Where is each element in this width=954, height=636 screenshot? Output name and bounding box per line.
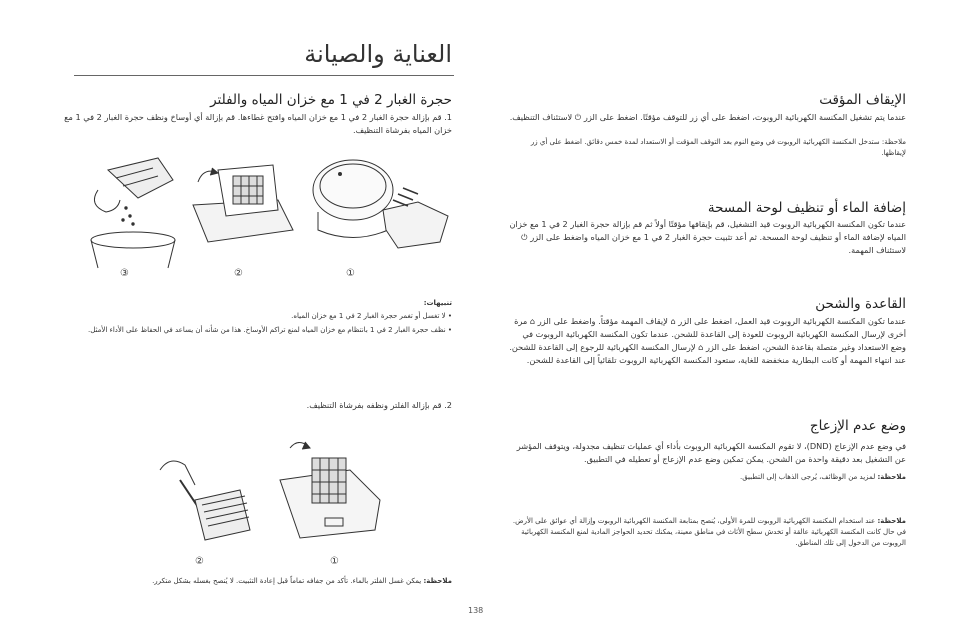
tip-2: • نظف حجرة الغبار 2 في 1 بانتظام مع خزان المياه لمنع تراكم الأوساخ. هذا من شأنه أن يساعد في الحفاظ على الأداء الأمثل. (87, 326, 452, 334)
water-text: عندما تكون المكنسة الكهربائية الروبوت قيد التشغيل، قم بإيقافها مؤقتًا أولاً ثم قم بإزالة حجرة الغبار 2 في 1 مع خزان المياه لإضافة الماء أو تنظيف لوحة المسحة. ثم أعد تثبيت حجرة الغبار 2 في 1 مع خزان المياه واضغط على الزر ⏻ لاستئناف المهمة. (509, 219, 906, 255)
first-use-note-label: ملاحظة: (877, 517, 906, 525)
page-number: 138 (468, 606, 484, 615)
water-heading: إضافة الماء أو تنظيف لوحة المسحة (707, 200, 906, 216)
figure-1-label-1: ① (346, 268, 355, 279)
tip-1: • لا تغسل أو تغمر حجرة الغبار 2 في 1 مع خزان المياه. (291, 312, 452, 320)
pause-heading: الإيقاف المؤقت (819, 92, 906, 108)
first-use-note (506, 516, 906, 549)
figure-1-label-2: ② (234, 268, 243, 279)
pause-text: عندما يتم تشغيل المكنسة الكهربائية الروبوت، اضغط على أي زر للتوقف مؤقتًا. اضغط على الزر ⏻ لاستئناف التنظيف. (509, 112, 906, 122)
title-divider (74, 75, 454, 76)
dock-text: عندما تكون المكنسة الكهربائية الروبوت قيد العمل، اضغط على الزر ⌂ لإيقاف المهمة مؤقتاً. واضغط على الزر ⌂ مرة أخرى لإرسال المكنسة الكهربائية الروبوت للعودة إلى القاعدة للشحن. عندما تكون المكنسة الكهربائية الروبوت في وضع الاستعداد وغير متصلة بقاعدة الشحن، اضغط على الزر ⌂ لإرسال المكنسة الكهربائية للرجوع إلى القاعدة للشحن. عند انتهاء المهمة أو كانت البطارية منخفضة للغاية، ستعود المكنسة الكهربائية الروبوت تلقائياً إلى القاعدة للشحن. (509, 316, 906, 365)
dnd-note (506, 472, 906, 483)
step-2-text: 2. قم بإزالة الفلتر ونظفه بفرشاة التنظيف. (306, 400, 452, 410)
first-use-note-text: عند استخدام المكنسة الكهربائية الروبوت للمرة الأولى، يُنصح بمتابعة المكنسة الكهربائية الروبوت وإزالة أي عوائق على الأرض. في حال كانت المكنسة الكهربائية عالقة أو تخدش سطح الأثاث في مناطق معينة، يمكنك تحديد الحواجز المادية لمنع المكنسة الكهربائية الروبوت من الدخول إلى تلك المناطق. (512, 517, 906, 547)
filter-note (52, 576, 452, 587)
page-title: العناية والصيانة (304, 40, 452, 68)
dock-heading: القاعدة والشحن (815, 296, 906, 312)
tips-title: تنبيهات: (423, 299, 452, 307)
dnd-note-text: لمزيد من الوظائف، يُرجى الذهاب إلى التطبيق. (739, 473, 878, 481)
dnd-note-label: ملاحظة: (877, 473, 906, 481)
figure-2-label-1: ① (330, 556, 339, 567)
filter-cleaning-illustration (140, 440, 400, 545)
dnd-heading: وضع عدم الإزعاج (809, 418, 906, 434)
dust-bin-cleaning-illustration (78, 150, 458, 270)
filter-note-label: ملاحظة: (423, 577, 452, 585)
figure-2-label-2: ② (195, 556, 204, 567)
step-1-text: 1. قم بإزالة حجرة الغبار 2 في 1 مع خزان المياه وافتح غطاءها. قم بإزالة أي أوساخ ونظف حجرة الغبار 2 في 1 مع خزان المياه بفرشاة التنظيف. (64, 112, 452, 135)
filter-note-text: يمكن غسل الفلتر بالماء. تأكد من جفافه تماماً قبل إعادة التثبيت. لا يُنصح بغسله بشكل متكرر. (152, 577, 424, 585)
dust-bin-heading: حجرة الغبار 2 في 1 مع خزان المياه والفلتر (210, 92, 452, 108)
pause-note: ملاحظة: ستدخل المكنسة الكهربائية الروبوت في وضع النوم بعد التوقف المؤقت أو الاستعداد لمدة خمس دقائق. اضغط على أي زر لإيقاظها. (530, 138, 906, 157)
dnd-text: في وضع عدم الإزعاج (DND)، لا تقوم المكنسة الكهربائية الروبوت بأداء أي عمليات تنظيف مجدولة، ويتوقف المؤشر عن التشغيل بعد دقيقة واحدة من الشحن. يمكن تمكين وضع عدم الإزعاج أو تعطيله في التطبيق. (516, 441, 906, 464)
figure-1-label-3: ③ (120, 268, 129, 279)
